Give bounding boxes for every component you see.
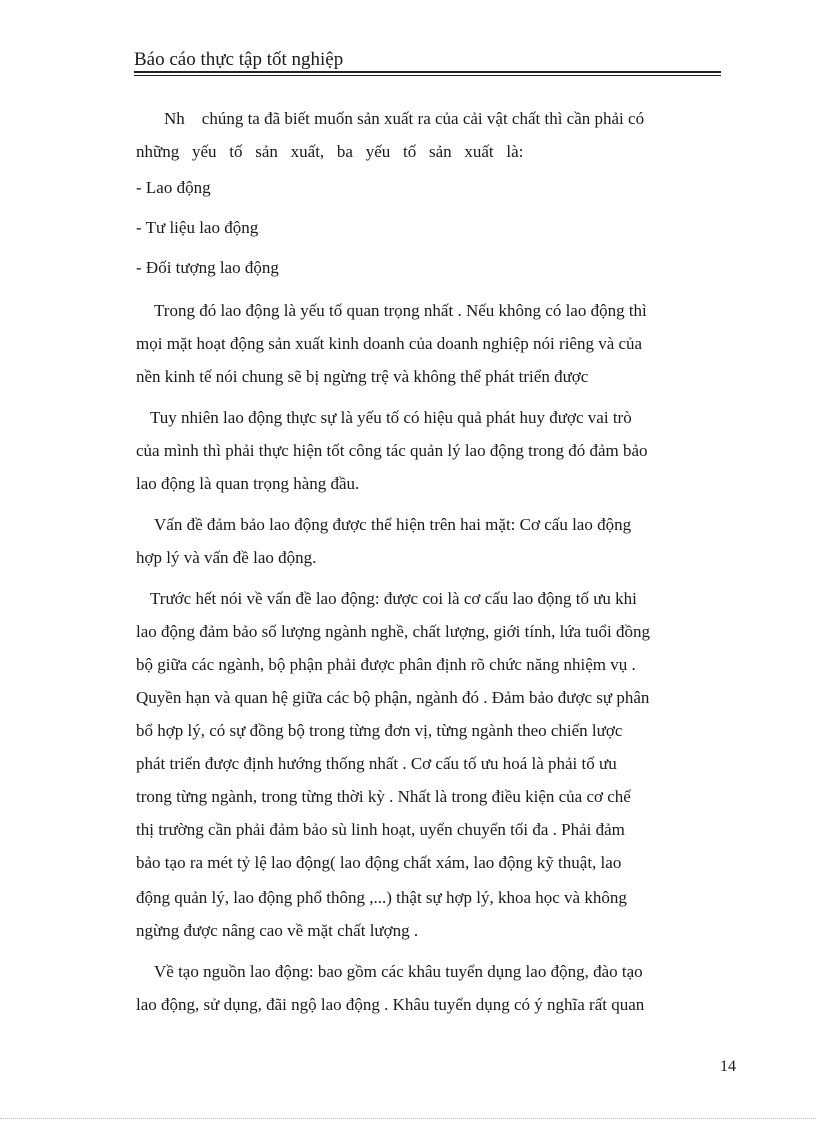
text-line: Trong đó lao động là yếu tố quan trọng nhất . Nếu không có lao động thì [154, 301, 647, 320]
page-bottom-edge [0, 1118, 816, 1119]
text-line: hợp lý và vấn đề lao động. [136, 548, 317, 567]
text-line: động quản lý, lao động phổ thông ,...) thật sự hợp lý, khoa học và không [136, 888, 627, 907]
header-rule-thick [134, 71, 721, 73]
text-line: nền kinh tế nói chung sẽ bị ngừng trệ và không thể phát triển được [136, 367, 589, 386]
text-line: bổ hợp lý, có sự đồng bộ trong từng đơn vị, từng ngành theo chiến lược [136, 721, 623, 740]
text-line: Tuy nhiên lao động thực sự là yếu tố có hiệu quả phát huy được vai trò [150, 408, 632, 427]
text-line: lao động, sử dụng, đãi ngộ lao động . Khâu tuyển dụng có ý nghĩa rất quan [136, 995, 645, 1014]
text-line: Nh chúng ta đã biết muốn sản xuất ra của cải vật chất thì cần phải có [164, 109, 645, 128]
text-line: lao động là quan trọng hàng đầu. [136, 474, 360, 493]
header-rule-thin [134, 75, 721, 76]
text-line: Quyền hạn và quan hệ giữa các bộ phận, ngành đó . Đảm bảo được sự phân [136, 688, 650, 707]
body-text [136, 102, 718, 1021]
text-line: lao động đảm bảo số lượng ngành nghề, chất lượng, giới tính, lứa tuổi đồng [136, 622, 651, 641]
text-line: mọi mặt hoạt động sản xuất kinh doanh của doanh nghiệp nói riêng và của [136, 334, 643, 353]
text-line: Vấn đề đảm bảo lao động được thể hiện trên hai mặt: Cơ cấu lao động [154, 515, 632, 534]
text-line: bộ giữa các ngành, bộ phận phải được phân định rõ chức năng nhiệm vụ . [136, 655, 636, 674]
list-item: - Lao động [136, 178, 211, 197]
text-line: Trước hết nói về vấn đề lao động: được coi là cơ cấu lao động tố ưu khi [150, 589, 637, 608]
text-line: bảo tạo ra mét tỷ lệ lao động( lao động chất xám, lao động kỹ thuật, lao [136, 853, 622, 872]
text-line: Về tạo nguồn lao động: bao gồm các khâu tuyển dụng lao động, đào tạo [154, 962, 643, 981]
text-line: những yếu tố sản xuất, ba yếu tố sản xuất là: [136, 142, 524, 161]
text-line: thị trường cần phải đảm bảo sù linh hoạt, uyển chuyển tối đa . Phải đảm [136, 820, 625, 839]
text-line: ngừng được nâng cao về mặt chất lượng . [136, 921, 419, 940]
text-line: trong từng ngành, trong từng thời kỳ . Nhất là trong điều kiện của cơ chế [136, 787, 631, 806]
running-header: Báo cáo thực tập tốt nghiệp [134, 49, 344, 70]
page-number: 14 [720, 1058, 736, 1075]
text-line: của mình thì phải thực hiện tốt công tác quản lý lao động trong đó đảm bảo [136, 441, 648, 460]
text-line: phát triển được định hướng thống nhất . Cơ cấu tố ưu hoá là phải tố ưu [136, 754, 617, 773]
list-item: - Tư liệu lao động [136, 218, 259, 237]
list-item: - Đối tượng lao động [136, 258, 279, 277]
